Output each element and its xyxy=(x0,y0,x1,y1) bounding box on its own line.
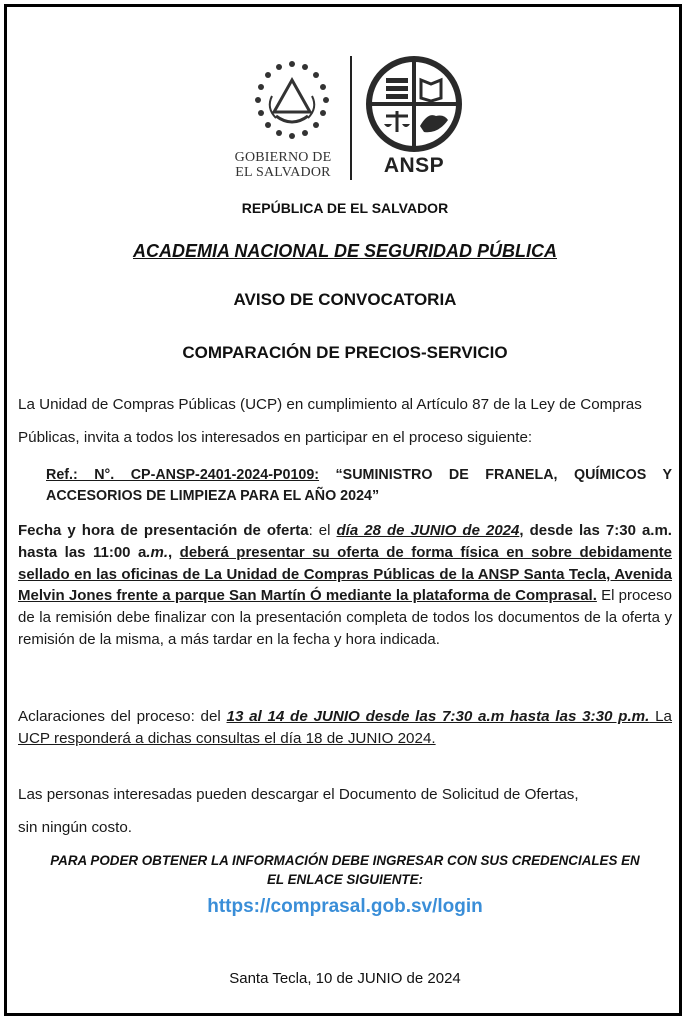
descarga-line2: sin ningún costo. xyxy=(18,819,132,836)
fecha-label: Fecha y hora de presentación de oferta xyxy=(18,522,309,539)
ansp-emblem-icon xyxy=(364,54,464,154)
gobierno-line1: GOBIERNO DE xyxy=(234,150,332,165)
reference-code: Ref.: N°. CP-ANSP-2401-2024-P0109: xyxy=(46,467,320,483)
descarga-paragraph xyxy=(18,778,672,844)
logo-divider xyxy=(350,56,352,180)
fecha-horario-m: .m. xyxy=(146,543,169,561)
header-logos xyxy=(224,54,464,186)
aclaraciones-periodo: 13 al 14 de JUNIO desde las 7:30 a.m hasta las 3:30 p.m. xyxy=(226,708,650,725)
comprasal-login-link[interactable]: https://comprasal.gob.sv/login xyxy=(207,896,483,917)
intro-paragraph xyxy=(18,388,672,454)
aclaraciones-prefix: Aclaraciones del proceso: del xyxy=(18,708,227,725)
reference-block xyxy=(46,465,672,507)
intro-line2: Públicas, invita a todos los interesados en participar en el proceso siguiente: xyxy=(18,429,533,446)
place-date: Santa Tecla, 10 de JUNIO de 2024 xyxy=(229,970,461,987)
el-salvador-seal-icon xyxy=(246,56,338,148)
aclaraciones-paragraph xyxy=(18,706,672,750)
descarga-line1: Las personas interesadas pueden descargar el Documento de Solicitud de Ofertas, xyxy=(18,786,579,803)
gobierno-wordmark xyxy=(224,150,342,180)
fecha-comma: , xyxy=(168,543,180,561)
fecha-horario: , desde las 7:30 a.m. hasta las 11:00 a xyxy=(18,522,672,561)
fecha-instruccion: deberá presentar su oferta de forma física en sobre debidamente sellado en las oficinas de La Unidad de Compras Públicas de la ANSP Santa Tecla, Avenida Melvin Jones frente a parque San Martín Ó mediante la plataforma de Comprasal. xyxy=(18,543,672,605)
academia-title: ACADEMIA NACIONAL DE SEGURIDAD PÚBLICA xyxy=(132,241,557,261)
intro-line1: La Unidad de Compras Públicas (UCP) en cumplimiento al Artículo 87 de la Ley de Compras xyxy=(18,396,642,413)
fecha-date: día 28 de JUNIO de 2024 xyxy=(336,522,520,539)
gobierno-line2: EL SALVADOR xyxy=(235,165,331,180)
credentials-notice xyxy=(0,851,690,889)
aclaraciones-respuesta: La UCP responderá a dichas consultas el día 18 de JUNIO 2024. xyxy=(18,708,672,747)
fecha-resto: El proceso de la remisión debe finalizar con la presentación completa de todos los documentos de la oferta y remisión de la misma, a más tardar en la fecha y hora indicada. xyxy=(18,587,672,648)
credentials-line2: EL ENLACE SIGUIENTE: xyxy=(267,872,423,887)
comparacion-heading: COMPARACIÓN DE PRECIOS-SERVICIO xyxy=(182,343,508,362)
republica-heading: REPÚBLICA DE EL SALVADOR xyxy=(241,200,449,216)
ansp-wordmark: ANSP xyxy=(383,154,445,177)
credentials-line1: PARA PODER OBTENER LA INFORMACIÓN DEBE INGRESAR CON SUS CREDENCIALES EN xyxy=(50,853,640,868)
fecha-sep: : el xyxy=(308,522,337,539)
aviso-heading: AVISO DE CONVOCATORIA xyxy=(233,290,457,309)
fecha-paragraph xyxy=(18,520,672,651)
reference-description: “SUMINISTRO DE FRANELA, QUÍMICOS Y ACCESORIOS DE LIMPIEZA PARA EL AÑO 2024” xyxy=(46,467,672,504)
